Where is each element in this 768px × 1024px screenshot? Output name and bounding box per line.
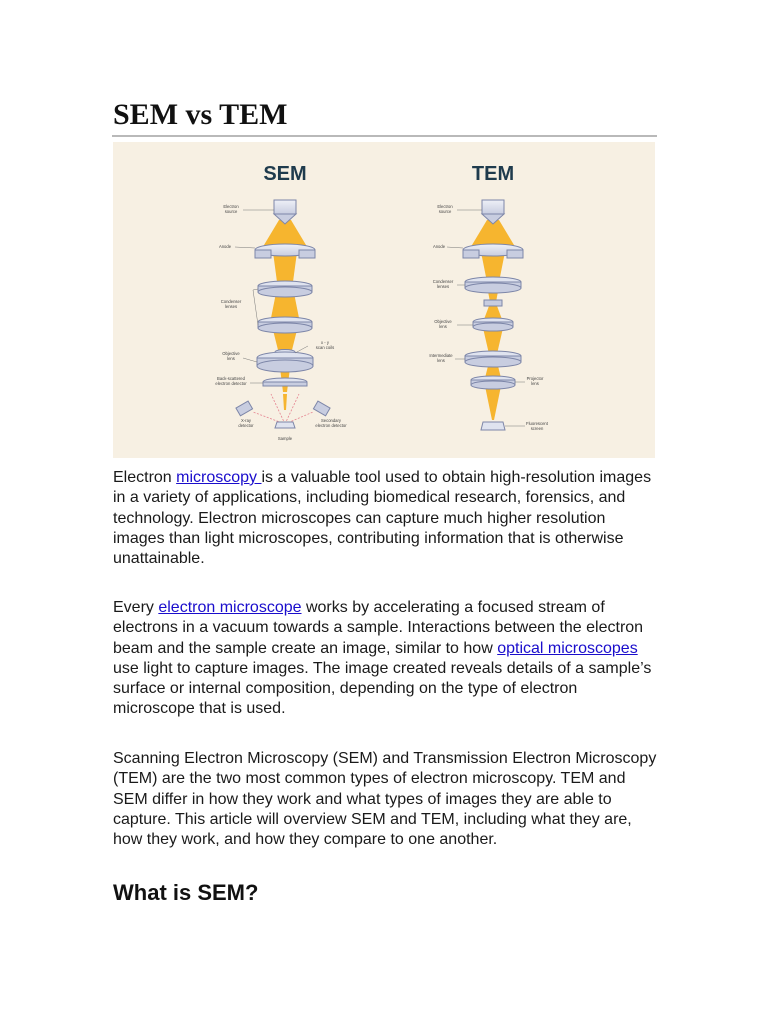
tem-label-source-2: source [438,209,452,214]
sem-label-xray-1: X-ray [240,418,252,423]
sem-electron-source [274,200,296,224]
tem-fluorescent-screen [481,422,505,430]
p2-text-before: Every [113,599,159,616]
sem-tem-diagram [113,142,655,458]
title-divider [112,135,657,137]
tem-label-projector-1: Projector [526,376,544,381]
section-heading-what-is-sem: What is SEM? [113,880,259,905]
sem-secondary-detector [313,401,330,416]
tem-label-screen-1: Fluorescent [526,421,548,426]
sem-heading: SEM [263,163,307,185]
tem-condenser-lens [465,277,521,293]
tem-condenser-aperture [484,300,502,306]
tem-label-projector-2: lens [531,381,539,386]
tem-heading: TEM [471,163,515,185]
tem-label-condenser-2: lenses [436,284,450,289]
sem-label-xray-2: detector [238,423,254,428]
sem-label-secondary-1: Secondary [320,418,342,423]
tem-anode [463,244,523,258]
sem-scatter-rays [253,394,313,424]
sem-sample [275,422,295,428]
sem-xray-detector [236,401,253,416]
sem-objective-lens [257,352,313,372]
intro-paragraph [113,468,658,569]
sem-anode [255,244,315,258]
tem-label-screen-2: screen [530,426,544,431]
tem-label-anode: Anode [432,244,446,249]
tem-label-source-1: Electron [437,204,453,209]
sem-label-sample: Sample [277,436,293,441]
tem-label-intermediate-1: Intermediate [429,353,453,358]
electron-microscope-link[interactable]: electron microscope [158,599,302,616]
sem-label-backscatter-1: Back-scattered [217,376,245,381]
sem-label-scan-2: scan coils [315,345,335,350]
tem-label-objective-1: Objective [434,319,452,324]
sem-label-condenser-2: lenses [224,304,238,309]
tem-label-objective-2: lens [439,324,447,329]
p2-text-middle: works by accelerating a focused stream of electrons in a vacuum towards a sample. Interactions between the electron beam and the sample create an image, similar to how [113,599,644,657]
diagram-svg [113,142,655,458]
sem-condenser-lens-2 [258,317,312,333]
sem-label-objective-2: lens [227,356,235,361]
tem-objective-lens [473,318,513,331]
sem-label-condenser-1: Condenser [220,299,242,304]
p1-text-before: Electron [113,469,177,486]
tem-label-condenser-1: Condenser [432,279,454,284]
sem-label-anode: Anode [218,244,232,249]
p1-text-after: is a valuable tool used to obtain high-resolution images in a variety of applications, including biomedical research, forensics, and technology. Electron microscopes can capture much higher resolution images than light microscopes, contributing information that is otherwise unattainable. [113,469,652,568]
tem-intermediate-lens [465,351,521,367]
sem-label-source-1: Electron [223,204,239,209]
p2-text-after: use light to capture images. The image created reveals details of a sample’s surface or internal composition, depending on the type of electron microscope that is used. [113,659,652,718]
sem-label-secondary-2: electron detector [315,423,347,428]
optical-microscopes-link[interactable]: optical microscopes [497,639,638,657]
microscopy-link[interactable]: microscopy [176,469,262,486]
sem-label-backscatter-2: electron detector [215,381,247,386]
sem-condenser-lens-1 [258,281,312,297]
sem-label-source-2: source [224,209,238,214]
sem-backscatter-detector [263,378,307,386]
sem-label-scan-1: x - y [321,340,329,345]
page-title: SEM vs TEM [113,98,288,131]
tem-electron-source [482,200,504,224]
tem-label-intermediate-2: lens [437,358,445,363]
tem-projector-lens [471,376,515,389]
overview-paragraph: Scanning Electron Microscopy (SEM) and Transmission Electron Microscopy (TEM) are the two most common types of electron microscopy. TEM and SEM differ in how they work and what types of images they are able to capture. This article will overview SEM and TEM, including what they are, how they work, and how they compare to one another. [113,750,657,849]
how-it-works-paragraph [113,598,658,720]
sem-label-objective-1: Objective [222,351,240,356]
